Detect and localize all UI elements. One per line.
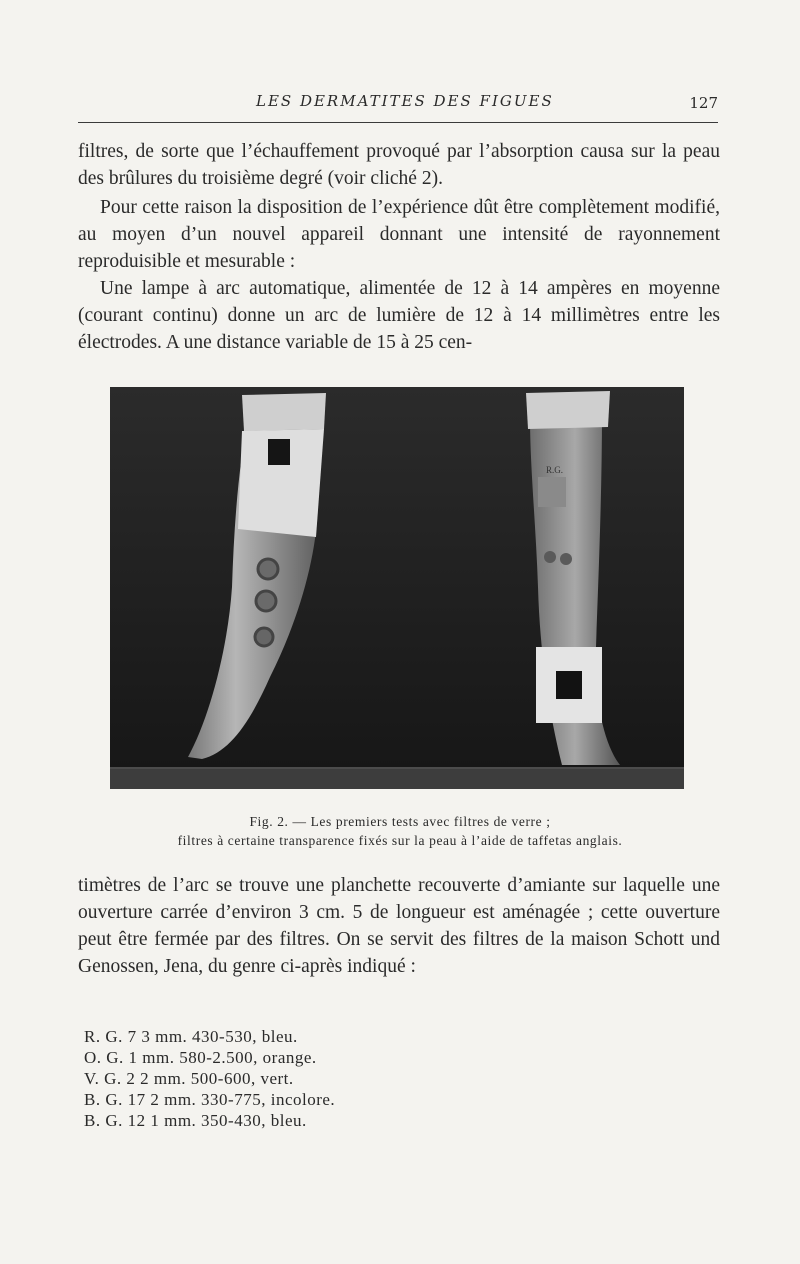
filter-item: R. G. 7 3 mm. 430-530, bleu. [84, 1027, 298, 1046]
photo-legs-illustration [110, 387, 684, 789]
filter-item: B. G. 12 1 mm. 350-430, bleu. [84, 1111, 307, 1130]
paragraph-4: timètres de l’arc se trouve une planchette recouverte d’amiante sur laquelle une ouverture carrée d’environ 3 cm. 5 de longueur est aménagée ; cette ouverture peut être fermée par des filtres. On se servit des filtres de la maison Schott und Genossen, Jena, du genre ci-après indiqué : [78, 875, 720, 977]
filter-item: V. G. 2 2 mm. 500-600, vert. [84, 1069, 294, 1088]
running-title: LES DERMATITES DES FIGUES [256, 92, 554, 110]
caption-line-2: filtres à certaine transparence fixés sur la peau à l’aide de taffetas anglais. [177, 833, 623, 848]
filter-item: B. G. 17 2 mm. 330-775, incolore. [84, 1090, 336, 1109]
caption-line-1: Fig. 2. — Les premiers tests avec filtres de verre ; [249, 814, 551, 829]
filter-list [84, 1026, 335, 1131]
figure-caption [80, 812, 720, 850]
photo-label: R.G. [546, 465, 564, 475]
paragraph-1: filtres, de sorte que l’échauffement provoqué par l’absorption causa sur la peau des brûlures du troisième degré (voir cliché 2). [78, 141, 720, 189]
paragraph-3: Une lampe à arc automatique, alimentée de 12 à 14 ampères en moyenne (courant continu) donne un arc de lumière de 12 à 14 millimètres entre les électrodes. A une distance variable de 15 à 25 cen- [78, 278, 720, 353]
filter-item: O. G. 1 mm. 580-2.500, orange. [84, 1048, 317, 1067]
page-number: 127 [689, 94, 718, 112]
figure-photo [110, 387, 684, 789]
paragraph-2: Pour cette raison la disposition de l’expérience dût être complètement modifié, au moyen d’un nouvel appareil donnant une intensité de rayonnement reproduisible et mesurable : [78, 197, 720, 272]
page-header [78, 88, 718, 123]
